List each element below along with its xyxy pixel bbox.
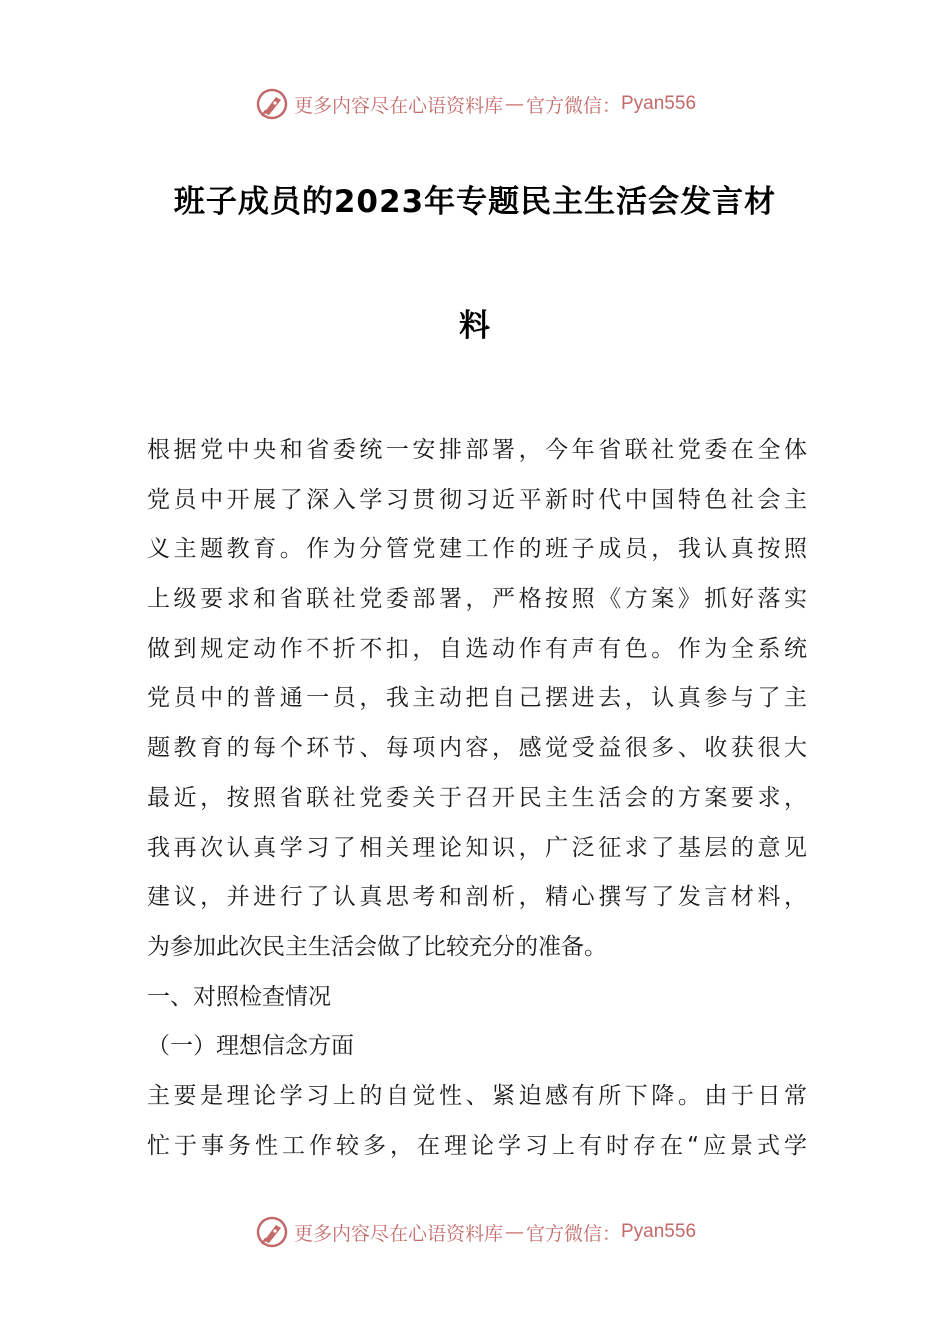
banner-separator: — (504, 93, 524, 115)
banner-contact: 官方微信： (525, 94, 621, 117)
body-line: 主要是理论学习上的自觉性、紧迫感有所下降。由于日常 (147, 1082, 807, 1109)
footer-banner (0, 1212, 950, 1252)
pen-nib-logo-icon (254, 1214, 290, 1250)
banner-wechat-id: Pyan556 (621, 93, 697, 114)
body-line: 为参加此次民主生活会做了比较充分的准备。 (147, 933, 607, 960)
body-line: 义主题教育。作为分管党建工作的班子成员，我认真按照 (147, 536, 807, 563)
body-line: 上级要求和省联社党委部署，严格按照《方案》抓好落实 (147, 586, 807, 613)
document-title-continued: 料 (459, 308, 491, 344)
body-line: 忙于事务性工作较多，在理论学习上有时存在“应景式学 (147, 1132, 807, 1159)
body-line: 建议，并进行了认真思考和剖析，精心撰写了发言材料， (147, 884, 807, 911)
document-title: 班子成员的2023年专题民主生活会发言材 (173, 184, 777, 220)
banner-separator: — (504, 1221, 524, 1243)
body-line: 党员中的普通一员，我主动把自己摆进去，认真参与了主 (147, 685, 807, 712)
body-line: 最近，按照省联社党委关于召开民主生活会的方案要求， (147, 784, 807, 811)
subsection-heading: （一）理想信念方面 (147, 1033, 354, 1060)
pen-nib-logo-icon (254, 86, 290, 122)
banner-text: 更多内容尽在心语资料库 (293, 94, 503, 117)
body-line: 党员中开展了深入学习贯彻习近平新时代中国特色社会主 (147, 486, 807, 513)
body-line: 做到规定动作不折不扣，自选动作有声有色。作为全系统 (147, 635, 807, 662)
section-heading: 一、对照检查情况 (147, 983, 331, 1010)
body-line: 题教育的每个环节、每项内容，感觉受益很多、收获很大 (147, 735, 807, 762)
body-line: 我再次认真学习了相关理论知识，广泛征求了基层的意见 (147, 834, 807, 861)
banner-text: 更多内容尽在心语资料库 (293, 1222, 503, 1245)
banner-contact: 官方微信： (525, 1222, 621, 1245)
header-banner (0, 84, 950, 124)
banner-wechat-id: Pyan556 (621, 1221, 697, 1242)
body-line: 根据党中央和省委统一安排部署，今年省联社党委在全体 (147, 437, 807, 463)
document-body (147, 426, 807, 1171)
